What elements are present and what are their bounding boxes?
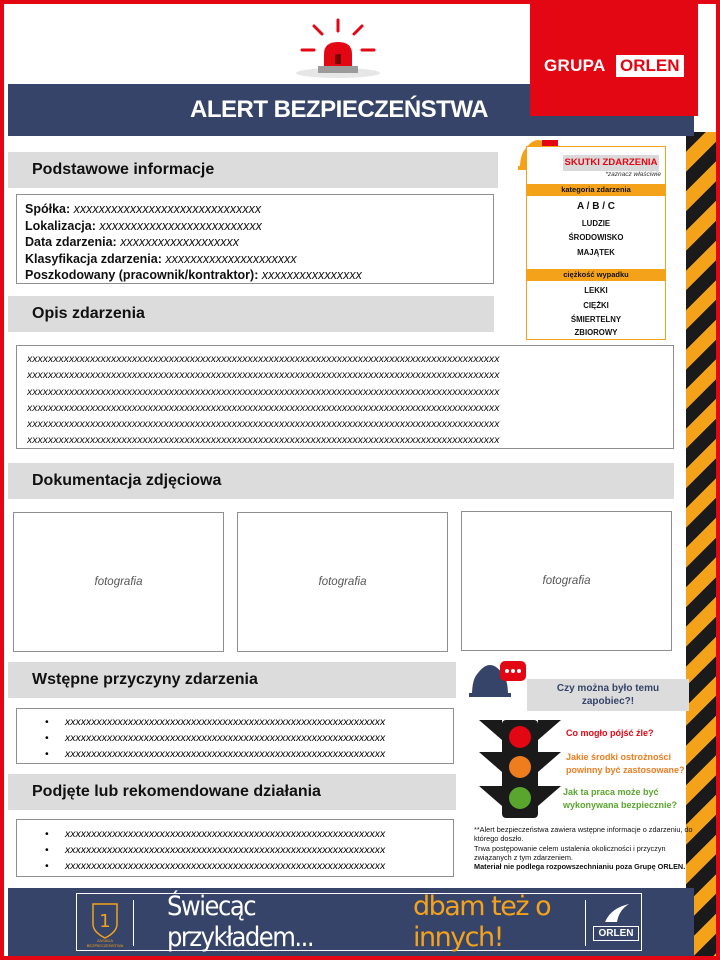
info-row-company xyxy=(25,201,485,218)
footer-logo-text: ORLEN xyxy=(593,926,639,941)
divider xyxy=(585,900,586,946)
actions-box xyxy=(16,819,454,877)
brand-name: ORLEN xyxy=(616,55,684,77)
info-label: Poszkodowany (pracownik/kontraktor): xyxy=(25,268,259,282)
info-row-injured xyxy=(25,267,485,284)
page-title: ALERT BEZPIECZEŃSTWA xyxy=(189,96,488,123)
photo-placeholder[interactable]: fotografia xyxy=(237,512,448,652)
info-label: Data zdarzenia: xyxy=(25,235,117,249)
severity-item: ZBIOROWY xyxy=(574,328,618,337)
info-row-date xyxy=(25,234,485,251)
disclaimer-line: Trwa postępowanie celem ustalenia okoliczności i przyczyn związanych z tym zdarzeniem. xyxy=(474,843,666,862)
footer-slogan-box xyxy=(76,893,642,951)
consequences-heading: SKUTKI ZDARZENIA xyxy=(563,155,659,171)
category-item: LUDZIE xyxy=(581,219,611,228)
description-line: xxxxxxxxxxxxxxxxxxxxxxxxxxxxxxxxxxxxxxxxxxxxxxxxxxxxxxxxxxxxxxxxxxxxxxxxxxxxxxxxxxxxxxxxxx xyxy=(27,385,500,398)
disclaimer-line: **Alert bezpieczeństwa zawiera wstępne informacje o zdarzeniu, do którego doszło. xyxy=(474,825,693,844)
consequences-note: *zaznacz właściwie xyxy=(605,171,661,178)
disclaimer xyxy=(474,825,694,871)
photo-placeholder[interactable]: fotografia xyxy=(13,512,224,652)
question-orange: Jakie środki ostrożności powinny być zastosowane? xyxy=(566,752,685,775)
orlen-eagle-icon xyxy=(603,902,631,924)
section-actions-heading: Podjęte lub rekomendowane działania xyxy=(8,774,456,810)
description-line: xxxxxxxxxxxxxxxxxxxxxxxxxxxxxxxxxxxxxxxxxxxxxxxxxxxxxxxxxxxxxxxxxxxxxxxxxxxxxxxxxxxxxxxxxx xyxy=(27,369,500,382)
description-line: xxxxxxxxxxxxxxxxxxxxxxxxxxxxxxxxxxxxxxxxxxxxxxxxxxxxxxxxxxxxxxxxxxxxxxxxxxxxxxxxxxxxxxxxxx xyxy=(27,401,500,414)
section-causes-heading: Wstępne przyczyny zdarzenia xyxy=(8,662,456,698)
severity-item: CIĘŻKI xyxy=(583,301,609,310)
category-item: MAJĄTEK xyxy=(577,248,615,257)
traffic-light-icon xyxy=(479,720,561,818)
disclaimer-line: Materiał nie podlega rozpowszechnianiu poza Grupę ORLEN. xyxy=(474,862,686,872)
description-line: xxxxxxxxxxxxxxxxxxxxxxxxxxxxxxxxxxxxxxxxxxxxxxxxxxxxxxxxxxxxxxxxxxxxxxxxxxxxxxxxxxxxxxxxxx xyxy=(27,418,500,431)
slogan-accent: dbam też o innych! xyxy=(412,891,551,953)
description-line: xxxxxxxxxxxxxxxxxxxxxxxxxxxxxxxxxxxxxxxxxxxxxxxxxxxxxxxxxxxxxxxxxxxxxxxxxxxxxxxxxxxxxxxxxx xyxy=(27,353,500,365)
brand-logo xyxy=(530,4,698,116)
consequences-panel xyxy=(526,146,666,340)
info-label: Klasyfikacja zdarzenia: xyxy=(25,251,162,266)
question-red: Co mogło pójść źle? xyxy=(566,728,654,738)
bell-speech-icon xyxy=(466,659,530,699)
category-item: ŚRODOWISKO xyxy=(568,233,624,242)
info-row-classification xyxy=(25,251,485,268)
severity-band: ciężkość wypadku xyxy=(527,269,665,281)
info-value: xxxxxxxxxxxxxxxxxxxxxxxxxx xyxy=(99,218,262,233)
slogan-main: Świecąc przykładem... xyxy=(167,891,314,953)
prevention-heading: Czy można było temu zapobiec?! xyxy=(527,679,689,711)
info-label: Spółka: xyxy=(25,202,71,216)
info-row-location xyxy=(25,218,485,235)
description-line: xxxxxxxxxxxxxxxxxxxxxxxxxxxxxxxxxxxxxxxxxxxxxxxxxxxxxxxxxxxxxxxxxxxxxxxxxxxxxxxxxxxxxxxxxx xyxy=(27,434,500,447)
action-item: • xxxxxxxxxxxxxxxxxxxxxxxxxxxxxxxxxxxxxxxxxxxxxxxxxxxxxxxxxxxxx xyxy=(45,858,453,874)
basic-info-box xyxy=(16,194,494,284)
info-label: Lokalizacja: xyxy=(25,218,96,233)
divider xyxy=(133,900,134,946)
siren-icon xyxy=(294,16,390,80)
description-box xyxy=(16,345,674,449)
category-values: A / B / C xyxy=(577,201,615,212)
section-description-heading: Opis zdarzenia xyxy=(8,296,494,332)
info-value: xxxxxxxxxxxxxxxxxxxxx xyxy=(165,251,297,266)
question-green: Jak ta praca może być wykonywana bezpiecznie? xyxy=(563,787,678,810)
badge-text: ZASADA BEZPIECZEŃSTWA xyxy=(86,938,124,948)
photo-placeholder[interactable]: fotografia xyxy=(461,511,672,651)
causes-box xyxy=(16,708,454,764)
severity-item: LEKKI xyxy=(584,286,608,295)
info-value: xxxxxxxxxxxxxxxxxxxxxxxxxxxxxx xyxy=(73,202,262,216)
brand-prefix: GRUPA xyxy=(544,56,606,75)
section-basic-info-heading: Podstawowe informacje xyxy=(8,152,498,188)
severity-item: ŚMIERTELNY xyxy=(570,315,622,324)
action-item: • xxxxxxxxxxxxxxxxxxxxxxxxxxxxxxxxxxxxxxxxxxxxxxxxxxxxxxxxxxxxx xyxy=(45,842,453,858)
cause-item: • xxxxxxxxxxxxxxxxxxxxxxxxxxxxxxxxxxxxxxxxxxxxxxxxxxxxxxxxxxxxx xyxy=(45,714,453,730)
info-value: xxxxxxxxxxxxxxxxxxx xyxy=(120,235,239,249)
category-band: kategoria zdarzenia xyxy=(527,184,665,196)
cause-item: • xxxxxxxxxxxxxxxxxxxxxxxxxxxxxxxxxxxxxxxxxxxxxxxxxxxxxxxxxxxxx xyxy=(45,730,453,746)
badge-number: 1 xyxy=(99,911,111,932)
info-value: xxxxxxxxxxxxxxxx xyxy=(261,268,362,282)
action-item: • xxxxxxxxxxxxxxxxxxxxxxxxxxxxxxxxxxxxxxxxxxxxxxxxxxxxxxxxxxxxx xyxy=(45,826,453,842)
cause-item: • xxxxxxxxxxxxxxxxxxxxxxxxxxxxxxxxxxxxxxxxxxxxxxxxxxxxxxxxxxxxx xyxy=(45,746,453,762)
section-photos-heading: Dokumentacja zdjęciowa xyxy=(8,463,674,499)
